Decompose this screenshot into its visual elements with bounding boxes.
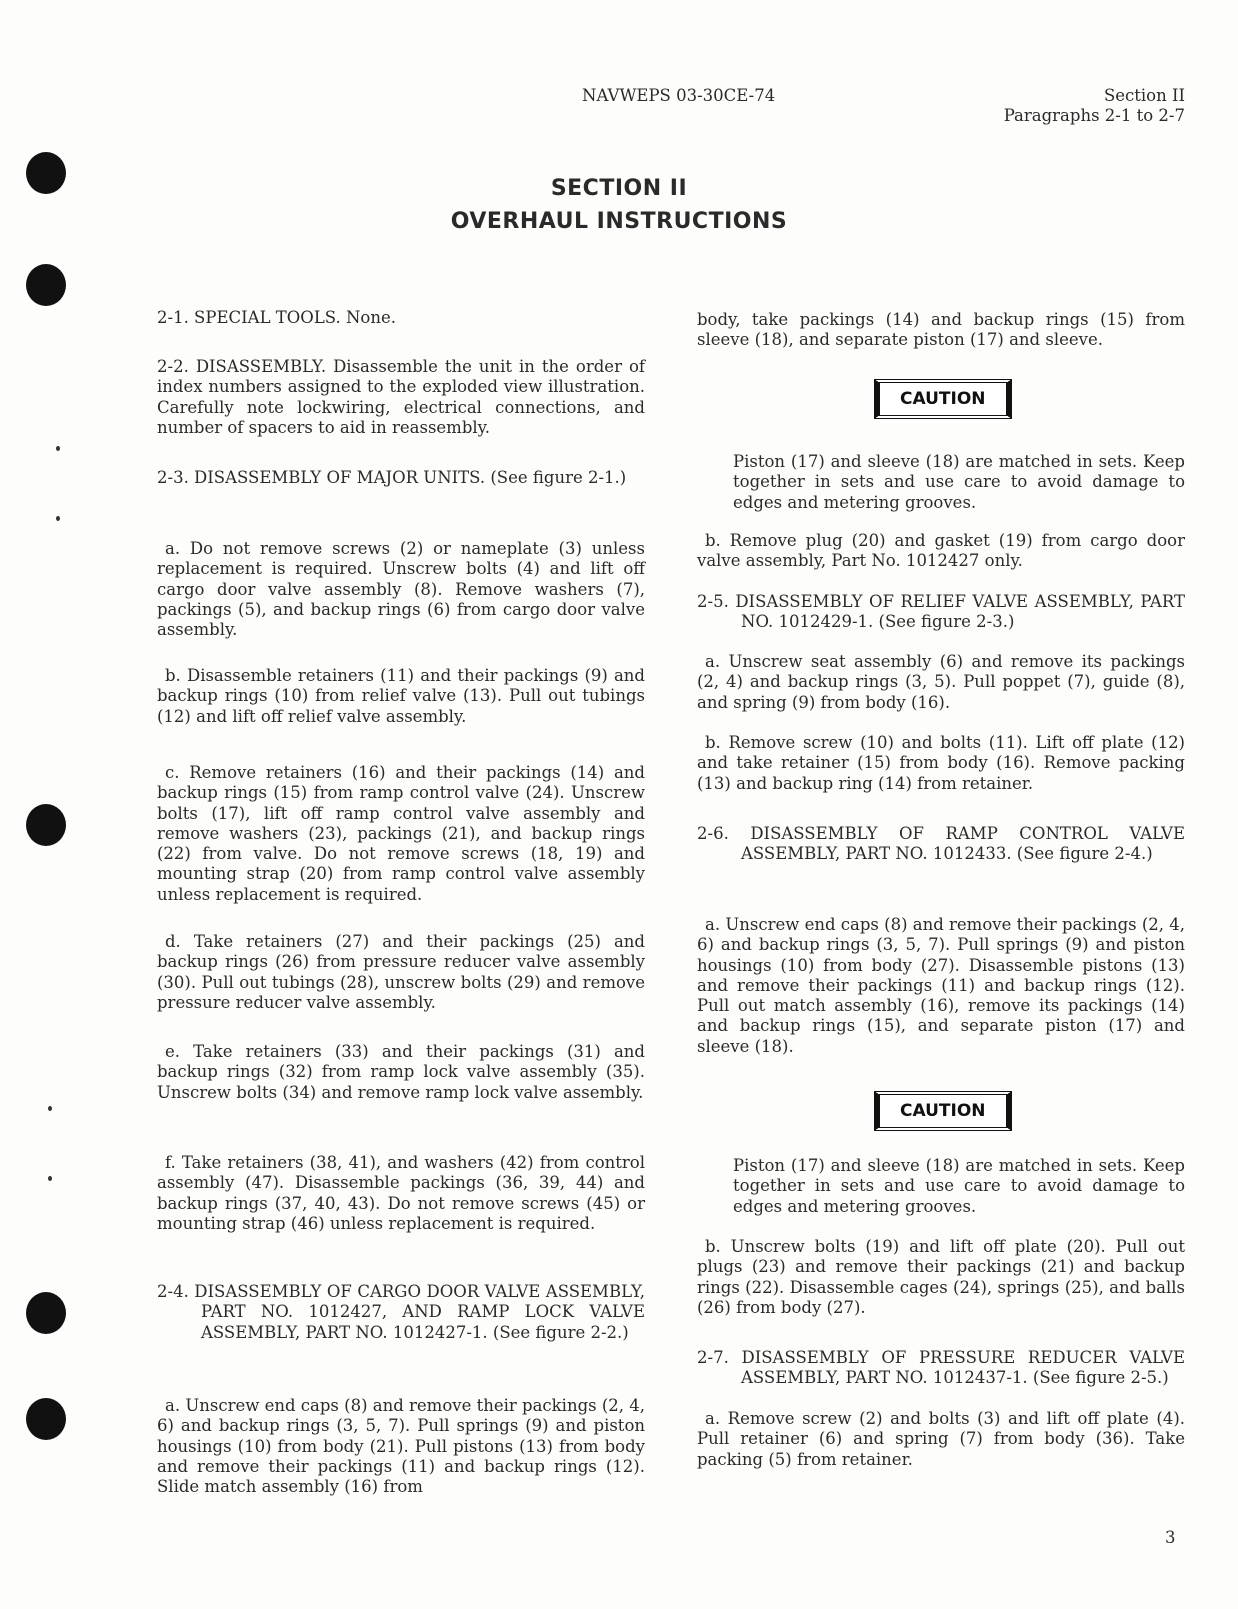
caution-note: Piston (17) and sleeve (18) are matched in sets. Keep together in sets and use care to avoid damage to edges and metering grooves. [733, 1156, 1185, 1216]
speck [56, 516, 60, 521]
para-2-5: 2-5. DISASSEMBLY OF RELIEF VALVE ASSEMBLY, PART NO. 1012429-1. (See figure 2-3.) [697, 592, 1185, 632]
section-subtitle: OVERHAUL INSTRUCTIONS [450, 209, 788, 234]
binder-hole [26, 1398, 66, 1440]
para-2-2: 2-2. DISASSEMBLY. Disassemble the unit in the order of index numbers assigned to the exploded view illustration. Carefully note lockwiring, electrical connections, and number of spacers to aid in reassembly. [157, 357, 645, 437]
section: Section II [1103, 86, 1185, 105]
caution-label: CAUTION [874, 1091, 1012, 1131]
para-2-1: 2-1. SPECIAL TOOLS. None. [157, 308, 397, 327]
para-2-7: 2-7. DISASSEMBLY OF PRESSURE REDUCER VALVE ASSEMBLY, PART NO. 1012437-1. (See figure 2-5.) [697, 1348, 1185, 1388]
para-2-3: 2-3. DISASSEMBLY OF MAJOR UNITS. (See figure 2-1.) [157, 468, 627, 487]
section-title: SECTION II [550, 176, 688, 201]
binder-hole [26, 804, 66, 846]
para-2-4-a-cont: body, take packings (14) and backup rings (15) from sleeve (18), and separate piston (17) and sleeve. [697, 310, 1185, 350]
para-2-4-a: a. Unscrew end caps (8) and remove their packings (2, 4, 6) and backup rings (3, 5, 7). Pull springs (9) and piston housings (10) from body (21). Pull pistons (13) from body and remove their packings (11) and backup rings (12). Slide match assembly (16) from [157, 1396, 646, 1497]
speck [48, 1176, 52, 1181]
binder-hole [26, 1292, 66, 1334]
caution-note: Piston (17) and sleeve (18) are matched in sets. Keep together in sets and use care to avoid damage to edges and metering grooves. [733, 452, 1185, 512]
caution-label: CAUTION [874, 379, 1012, 419]
speck [56, 446, 60, 451]
para-2-3-e: e. Take retainers (33) and their packings (31) and backup rings (32) from ramp lock valve assembly (35). Unscrew bolts (34) and remove ramp lock valve assembly. [157, 1042, 645, 1102]
para-2-6-b: b. Unscrew bolts (19) and lift off plate (20). Pull out plugs (23) and remove their packings (21) and backup rings (22). Disassemble cages (24), springs (25), and balls (26) from body (27). [697, 1237, 1185, 1317]
doc-number: NAVWEPS 03-30CE-74 [582, 86, 776, 105]
para-2-3-f: f. Take retainers (38, 41), and washers (42) from control assembly (47). Disassemble packings (36, 39, 44) and backup rings (37, 40, 43). Do not remove screws (45) or mounting strap (46) unless replacement is required. [157, 1153, 645, 1233]
paragraph-range: Paragraphs 2-1 to 2-7 [1003, 106, 1185, 125]
para-2-3-b: b. Disassemble retainers (11) and their packings (9) and backup rings (10) from relief valve (13). Pull out tubings (12) and lift off relief valve assembly. [157, 666, 645, 726]
para-2-4: 2-4. DISASSEMBLY OF CARGO DOOR VALVE ASSEMBLY, PART NO. 1012427, AND RAMP LOCK VALVE ASSEMBLY, PART NO. 1012427-1. (See figure 2-2.) [157, 1282, 645, 1342]
para-2-6-a: a. Unscrew end caps (8) and remove their packings (2, 4, 6) and backup rings (3, 5, 7). Pull springs (9) and piston housings (10) from body (27). Disassemble pistons (13) and remove their packings (11) and backup rings (12). Pull out match assembly (16), remove its packings (14) and backup rings (15), and separate piston (17) and sleeve (18). [697, 915, 1186, 1056]
page-number: 3 [1165, 1528, 1176, 1547]
binder-hole [26, 264, 66, 306]
para-2-6: 2-6. DISASSEMBLY OF RAMP CONTROL VALVE ASSEMBLY, PART NO. 1012433. (See figure 2-4.) [697, 824, 1185, 864]
para-2-5-a: a. Unscrew seat assembly (6) and remove its packings (2, 4) and backup rings (3, 5). Pull poppet (7), guide (8), and spring (9) from body (16). [697, 652, 1185, 712]
speck [48, 1106, 52, 1111]
section-label [1004, 86, 1185, 126]
para-2-3-a: a. Do not remove screws (2) or nameplate (3) unless replacement is required. Unscrew bolts (4) and lift off cargo door valve assembly (8). Remove washers (7), packings (5), and backup rings (6) from cargo door valve assembly. [157, 539, 645, 640]
para-2-5-b: b. Remove screw (10) and bolts (11). Lift off plate (12) and take retainer (15) from body (16). Remove packing (13) and backup ring (14) from retainer. [697, 733, 1185, 793]
para-2-3-d: d. Take retainers (27) and their packings (25) and backup rings (26) from pressure reducer valve assembly (30). Pull out tubings (28), unscrew bolts (29) and remove pressure reducer valve assembly. [157, 932, 645, 1012]
para-2-4-b: b. Remove plug (20) and gasket (19) from cargo door valve assembly, Part No. 1012427 only. [697, 531, 1185, 571]
para-2-7-a: a. Remove screw (2) and bolts (3) and lift off plate (4). Pull retainer (6) and spring (7) from body (36). Take packing (5) from retainer. [697, 1409, 1185, 1469]
para-2-3-c: c. Remove retainers (16) and their packings (14) and backup rings (15) from ramp control valve (24). Unscrew bolts (17), lift off ramp control valve assembly and remove washers (23), packings (21), and backup rings (22) from valve. Do not remove screws (18, 19) and mounting strap (20) from ramp control valve assembly unless replacement is required. [157, 763, 645, 904]
